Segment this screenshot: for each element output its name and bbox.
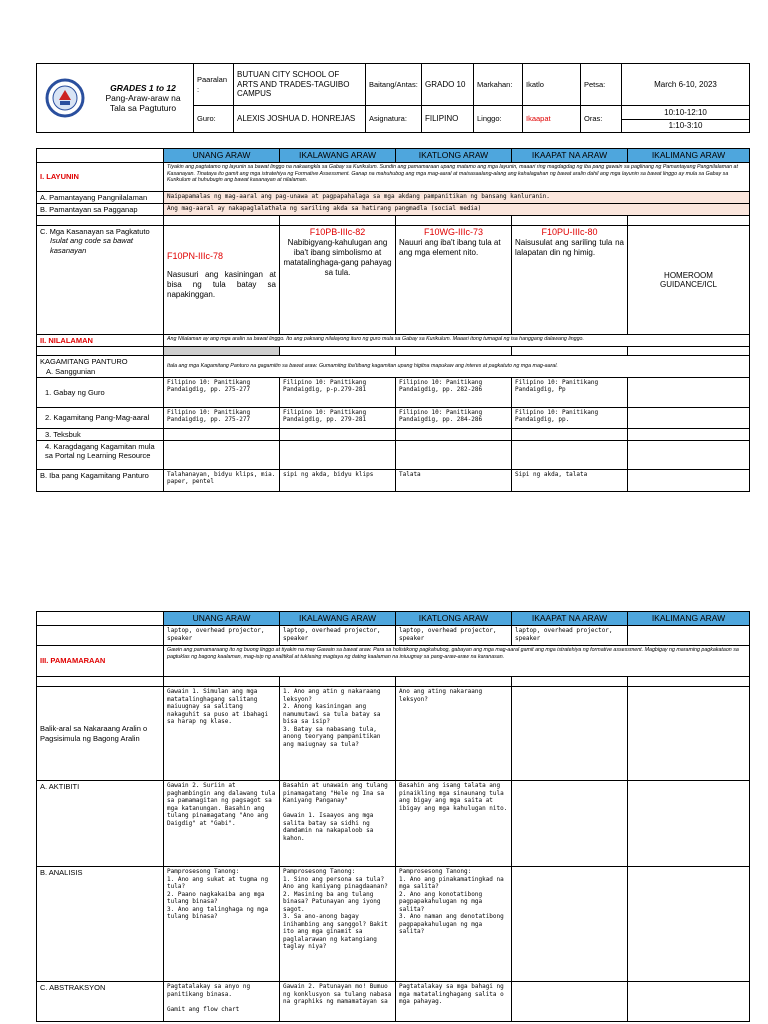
oras-value-2: 1:10-3:10 — [622, 120, 750, 133]
guro-label: Guro: — [194, 106, 234, 133]
day-header-2: IKALAWANG ARAW — [280, 149, 396, 163]
paaralan-label: Paaralan : — [194, 64, 234, 106]
nilalaman-label: II. NILALAMAN — [37, 335, 164, 347]
linggo-value: Ikaapat — [523, 106, 581, 133]
day-header-2-1: UNANG ARAW — [164, 612, 280, 626]
iba-day-2: sipi ng akda, bidyu klips — [280, 469, 396, 491]
nilalaman-text: Ang Nilalaman ay ang mga aralin sa bawat linggo. Ito ang paksang nilalayong ituro ng guro mula sa Gabay sa Kurikulum. Maaari itong tumagal ng isa hanggang dalawang linggo. — [164, 335, 750, 347]
kasanayan-day-3 — [396, 226, 512, 335]
balik-aral-label: Balik-aral sa Nakaraang Aralin o Pagsisimula ng Bagong Aralin — [37, 687, 164, 781]
aktibiti-label: A. AKTIBITI — [37, 781, 164, 867]
balik-day-3: Ano ang ating nakaraang leksyon? — [396, 687, 512, 781]
sanggunian-label: A. Sanggunian — [46, 366, 96, 376]
layunin-label: I. LAYUNIN — [37, 163, 164, 192]
abstraksyon-label: C. ABSTRAKSYON — [37, 982, 164, 1022]
materials-day-3: laptop, overhead projector, speaker — [396, 626, 512, 646]
aktibiti-day-1: Gawain 2. Suriin at paghambingin ang dalawang tula sa pamamagitan ng pagsagot sa mga katanungan. Basahin ang tulang pinamagatang "Ano ang Daigdig" at "Gabi". — [164, 781, 280, 867]
day-header-3: IKATLONG ARAW — [396, 149, 512, 163]
paaralan-value: BUTUAN CITY SCHOOL OF ARTS AND TRADES-TAGUIBO CAMPUS — [234, 64, 366, 106]
header-table — [36, 63, 750, 133]
balik-day-1: Gawain 1. Simulan ang mga matatalinghagang salitang maiuugnay sa salitang nakaguhit sa puso at ibahagi sa harap ng klase. — [164, 687, 280, 781]
asignatura-label: Asignatura: — [366, 106, 422, 133]
kasanayan-sub: Isulat ang code sa bawat kasanayan — [50, 236, 133, 255]
markahan-label: Markahan: — [474, 64, 523, 106]
kasanayan-label-cell — [37, 226, 164, 335]
form-title-grades: GRADES 1 to 12 — [110, 82, 176, 93]
aktibiti-day-3: Basahin ang isang talata ang pinaikling mga sinaunang tula ang bigay ang mga saita at ibigay ang mga kahulugan nito. — [396, 781, 512, 867]
iba-label: B. Iba pang Kagamitang Panturo — [37, 469, 164, 491]
materials-day-2: laptop, overhead projector, speaker — [280, 626, 396, 646]
markahan-value: Ikatlo — [523, 64, 581, 106]
kagamitan-label-cell — [37, 356, 164, 377]
oras-label: Oras: — [581, 106, 622, 133]
header-title-cell — [37, 64, 194, 133]
kasanayan-day-5 — [628, 226, 750, 335]
kagamitan-text: Itala ang mga Kagamitang Panturo na gagamitin sa bawat araw. Gumamitng iba'tibang kagamitan upang higitna mapukaw ang interes at pagkatuto ng mga mag-aaral. — [164, 356, 750, 377]
analisis-day-1: Pamprosesong Tanong: 1. Ano ang sukat at tugma ng tula? 2. Paano nagkakaiba ang mga tulang binasa? 3. Ano ang talinghaga ng mga tulang binasa? — [164, 867, 280, 982]
iba-day-4: Sipi ng akda, talata — [512, 469, 628, 491]
day-header-2-5: IKALIMANG ARAW — [628, 612, 750, 626]
form-title-line2: Pang-Araw-araw na — [105, 92, 181, 103]
kpm-day-1: Filipino 10: Panitikang Pandaigdig, pp. 275-277 — [164, 407, 280, 428]
corner-cell — [37, 149, 164, 163]
kasanayan-text-4: Naisusulat ang sariling tula na lalapatan din ng himig. — [515, 238, 624, 257]
kagamitan-label: KAGAMITANG PANTURO — [40, 357, 128, 367]
abstraksyon-day-3: Pagtatalakay sa mga bahagi ng mga matatalinghagang salita o mga pahayag. — [396, 982, 512, 1022]
homeroom-text: HOMEROOM GUIDANCE/ICL — [660, 270, 717, 290]
pamantayang-pangnilalaman-text: Naipapamalas ng mag-aaral ang pag-unawa at pagpapahalaga sa mga akdang pampanitikan ng bansang kanluranin. — [164, 192, 750, 204]
gabay-day-1: Filipino 10: Panitikang Pandaigdig, pp. 275-277 — [164, 377, 280, 407]
abstraksyon-day-2: Gawain 2. Patunayan mo! Bumuo ng konklusyon sa tulang nabasa na graphiks ng mamamatayan sa — [280, 982, 396, 1022]
kasanayan-day-4 — [512, 226, 628, 335]
analisis-label: B. ANALISIS — [37, 867, 164, 982]
teksbuk-label: 3. Teksbuk — [37, 428, 164, 440]
day-header-2-4: IKAAPAT NA ARAW — [512, 612, 628, 626]
kasanayan-text-2: Nabibigyang-kahulugan ang iba't ibang simbolismo at matatalinghaga-gang pahayag sa tula. — [283, 238, 392, 277]
day-header-2-3: IKATLONG ARAW — [396, 612, 512, 626]
kasanayan-text-1: Nasusuri ang kasiningan at bisa ng tula batay sa napakinggan. — [167, 270, 276, 299]
balik-day-2: 1. Ano ang atin g nakaraang leksyon? 2. Anong kasiningan ang namumutawi sa tula batay sa bisa sa isip? 3. Batay sa nabasang tula, anong teoryang pampanitikan ang maiugnay sa tula? — [280, 687, 396, 781]
spacer-cell — [37, 216, 164, 226]
pamamaraan-label: III. PAMAMARAAN — [37, 646, 164, 677]
karagdagan-label: 4. Karagdagang Kagamitan mula sa Portal ng Learning Resource — [37, 440, 164, 469]
code-day-2: F10PB-IIIc-82 — [309, 227, 366, 238]
pamamaraan-text: Gawin ang pamamaraang ito ng buong linggo at tiyakin na may Gawain sa bawat araw. Para sa holistikong pagkahubog, gabayan ang mga mag-aaral gamit ang mga istratehiya ng formative assessment. Magbigay ng maraming pagkakataon sa pagtuklas ng bagong kaalaman, mag-isip ng analitikal at tuklasing magtaya ng dating kaalaman na iniuugnay sa pang-araw-araw na karanasan. — [164, 646, 750, 677]
code-day-3: F10WG-IIIc-73 — [423, 227, 483, 238]
kasanayan-day-2 — [280, 226, 396, 335]
plan-table-1 — [36, 148, 750, 492]
materials-day-1: laptop, overhead projector, speaker — [164, 626, 280, 646]
day-header-5: IKALIMANG ARAW — [628, 149, 750, 163]
materials-day-4: laptop, overhead projector, speaker — [512, 626, 628, 646]
oras-value-1: 10:10-12:10 — [622, 106, 750, 120]
plan-table-2 — [36, 611, 750, 1022]
kpm-label: 2. Kagamitang Pang-Mag-aaral — [37, 407, 164, 428]
kpm-day-4: Filipino 10: Panitikang Pandaigdig, pp. — [512, 407, 628, 428]
kasanayan-day-1 — [164, 226, 280, 335]
kasanayan-label: C. Mga Kasanayan sa Pagkatuto — [40, 227, 150, 237]
gabay-day-3: Filipino 10: Panitikang Pandaigdig, pp. 282-286 — [396, 377, 512, 407]
day-header-2-2: IKALAWANG ARAW — [280, 612, 396, 626]
petsa-value: March 6-10, 2023 — [622, 64, 750, 106]
day-header-1: UNANG ARAW — [164, 149, 280, 163]
deped-seal-icon — [37, 78, 93, 118]
day-header-4: IKAAPAT NA ARAW — [512, 149, 628, 163]
gabay-label: 1. Gabay ng Guro — [37, 377, 164, 407]
pamantayan-pagganap-text: Ang mag-aaral ay nakapaglalathala ng sariling akda sa hatirang pangmadla (social media) — [164, 204, 750, 216]
kasanayan-text-3: Nauuri ang iba't ibang tula at ang mga element nito. — [399, 238, 501, 257]
gabay-day-4: Filipino 10: Panitikang Pandaigdig, Pp — [512, 377, 628, 407]
analisis-day-3: Pamprosesong Tanong: 1. Ano ang pinakamatingkad na mga salita? 2. Ano ang konotatibong pagpapakahulugan ng mga salita? 3. Ano naman ang denotatibong pagpapakahulugan ng mga salita? — [396, 867, 512, 982]
petsa-label: Petsa: — [581, 64, 622, 106]
pamantayan-pagganap-label: B. Pamantayan sa Pagganap — [37, 204, 164, 216]
corner-cell-2 — [37, 612, 164, 626]
spacer-cell-2 — [37, 347, 164, 356]
layunin-text: Tiyakin ang pagtatamo ng layunin sa bawat linggo na nakaangkla sa Gabay sa Kurikulum. Sundin ang pamamaraan upang matamo ang mga layunin, maaari ring magdagdag ng iba pang gawain sa paglinang ng Pamantayang Pangnilalaman at Kasanayan. Tinataya ito gamit ang mga istratehiya ng Formative Assessment. Ganap na mahuhubog ang mga mag-aaral at maisasaalang-alang ang kahalagahan ng bawat aralin dahil ang mga layunin sa bawat linggo ay mula sa Gabay sa Kurikulum at huhubugin ang bawat kasanayan at nilalaman. — [164, 163, 750, 192]
abstraksyon-day-1: Pagtatalakay sa anyo ng panitikang binasa. Gamit ang flow chart — [164, 982, 280, 1022]
baitang-value: GRADO 10 — [422, 64, 474, 106]
code-day-4: F10PU-IIIc-80 — [541, 227, 598, 238]
pamantayang-pangnilalaman-label: A. Pamantayang Pangnilalaman — [37, 192, 164, 204]
kpm-day-3: Filipino 10: Panitikang Pandaigdig, pp. 284-286 — [396, 407, 512, 428]
iba-day-3: Talata — [396, 469, 512, 491]
aktibiti-day-2: Basahin at unawain ang tulang pinamagatang "Hele ng Ina sa Kaniyang Panganay" Gawain 1. Isaayos ang mga salita batay sa sidhi ng damdamin na nakapaloob sa kahon. — [280, 781, 396, 867]
gabay-day-2: Filipino 10: Panitikang Pandaigdig, p-p.279-281 — [280, 377, 396, 407]
analisis-day-2: Pamprosesong Tanong: 1. Sino ang persona sa tula? Ano ang kaniyang pinagdaanan? 2. Masining ba ang tulang binasa? Patunayan ang iyong sagot. 3. Sa ano-anong bagay inihambing ang sanggol? Bakit ito ang mga ginamit sa paglalarawan ng katangiang taglay niya? — [280, 867, 396, 982]
iba-day-1: Talahanayan, bidyu klips, mia. paper, pentel — [164, 469, 280, 491]
baitang-label: Baitang/Antas: — [366, 64, 422, 106]
linggo-label: Linggo: — [474, 106, 523, 133]
code-day-1: F10PN-IIIc-78 — [167, 251, 224, 262]
asignatura-value: FILIPINO — [422, 106, 474, 133]
form-title-line3: Tala sa Pagtuturo — [109, 103, 177, 114]
guro-value: ALEXIS JOSHUA D. HONREJAS — [234, 106, 366, 133]
kpm-day-2: Filipino 10: Panitikang Pandaigdig, pp. 279-281 — [280, 407, 396, 428]
